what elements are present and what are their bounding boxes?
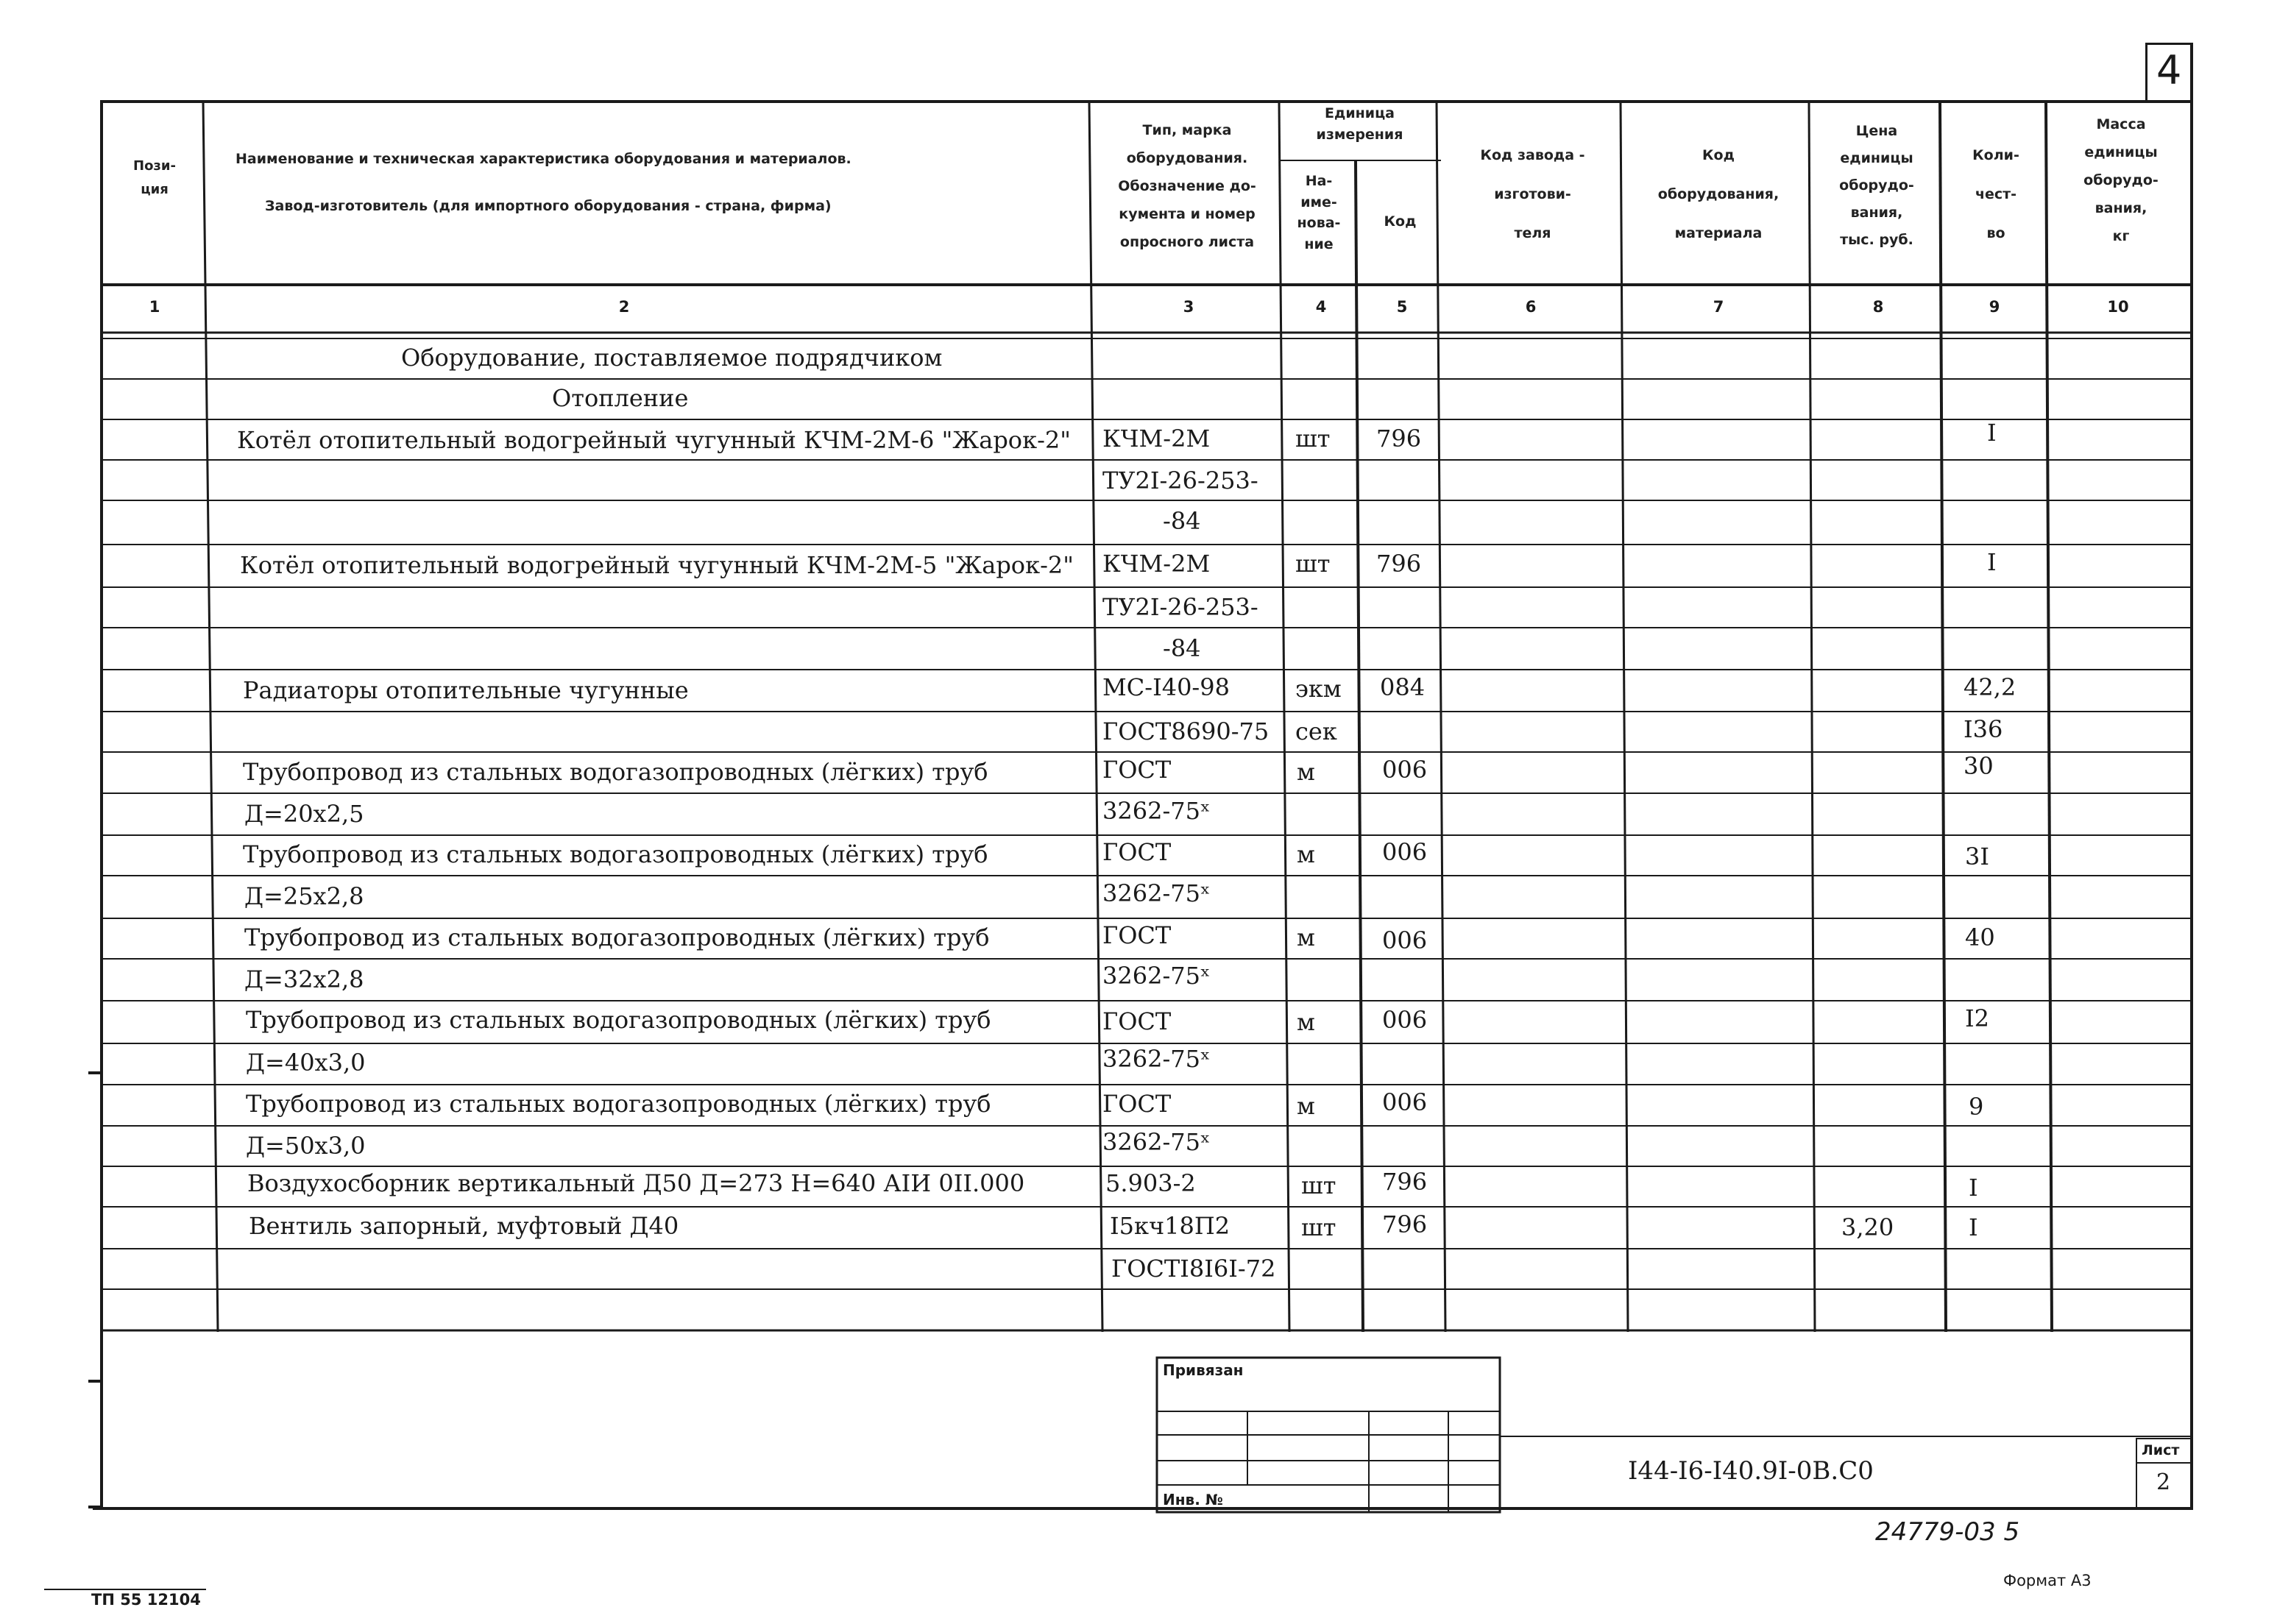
row-unit: м — [1297, 923, 1315, 951]
row-unit: м — [1297, 840, 1315, 868]
row-quantity: 40 — [1965, 923, 1995, 951]
row-unit-code: 084 — [1380, 673, 1426, 701]
header-unit-code: Код — [1384, 213, 1417, 230]
row-name: Д=20х2,5 — [244, 800, 364, 828]
row-type: ГОСТ — [1102, 756, 1172, 784]
row-name: Трубопровод из стальных водогазопроводных (лёгких) труб — [246, 1006, 991, 1034]
row-type: ГОСТ — [1102, 838, 1172, 866]
column-number-3: 3 — [1183, 298, 1194, 316]
row-unit-code: 006 — [1382, 1088, 1428, 1116]
header-name-line2: Завод-изготовитель (для импортного оборудования - страна, фирма) — [265, 198, 832, 214]
row-name: Трубопровод из стальных водогазопроводных (лёгких) труб — [243, 840, 988, 868]
row-name: Радиаторы отопительные чугунные — [243, 676, 689, 704]
column-number-8: 8 — [1872, 298, 1884, 316]
row-type: 3262-75ˣ — [1102, 879, 1211, 907]
row-type: -84 — [1163, 507, 1201, 535]
format-label: Формат А3 — [2003, 1572, 2092, 1589]
header-type: Тип, марка оборудования. Обозначение до- кумента и номер опросного листа — [1118, 122, 1256, 250]
row-quantity: I36 — [1964, 715, 2003, 743]
column-number-1: 1 — [149, 298, 160, 316]
row-type: МС-I40-98 — [1102, 673, 1230, 701]
row-type: ГОСТ — [1102, 1090, 1172, 1118]
column-number-6: 6 — [1525, 298, 1537, 316]
row-name: Д=40х3,0 — [246, 1049, 366, 1077]
row-name: Трубопровод из стальных водогазопроводных (лёгких) труб — [246, 1090, 991, 1118]
row-name: Д=25х2,8 — [244, 882, 364, 910]
header-equipment-code: Код оборудования, материала — [1657, 147, 1780, 242]
header-unit-price: Цена единицы оборудо- вания, тыс. руб. — [1839, 123, 1914, 249]
header-quantity: Коли- чест- во — [1972, 147, 2019, 242]
title-block-inventory-number: Инв. № — [1163, 1491, 1223, 1508]
row-quantity: I — [1987, 548, 1997, 576]
column-number-9: 9 — [1989, 298, 2000, 316]
archive-stamp-number: 24779-03 5 — [1875, 1517, 2020, 1547]
header-unit-group: Единица измерения — [1316, 105, 1403, 143]
row-name: Вентиль запорный, муфтовый Д40 — [249, 1212, 679, 1240]
row-quantity: I — [1987, 419, 1997, 447]
row-name: Котёл отопительный водогрейный чугунный КЧМ-2М-6 "Жарок-2" — [237, 426, 1071, 454]
row-name: Воздухосборник вертикальный Д50 Д=273 Н=640 АIИ 0II.000 — [247, 1169, 1025, 1197]
row-unit: м — [1297, 1092, 1315, 1120]
row-type: ГОСТ — [1102, 921, 1172, 949]
row-unit-code: 796 — [1382, 1168, 1428, 1196]
row-unit-code: 796 — [1382, 1210, 1428, 1238]
row-quantity: I — [1969, 1213, 1978, 1241]
row-unit: шт — [1295, 425, 1331, 453]
section-heading-equipment: Оборудование, поставляемое подрядчиком — [401, 344, 943, 372]
row-unit: шт — [1301, 1213, 1336, 1241]
row-quantity: I — [1969, 1174, 1978, 1202]
row-unit-code: 006 — [1382, 838, 1428, 866]
header-factory-code: Код завода - изготови- теля — [1480, 147, 1585, 242]
document-code: I44-I6-I40.9I-0В.С0 — [1628, 1456, 1874, 1486]
row-name: Трубопровод из стальных водогазопроводных (лёгких) труб — [243, 758, 988, 786]
header-position: Пози- ция — [133, 158, 176, 197]
row-type: КЧМ-2М — [1102, 550, 1211, 578]
corner-sheet-number: 4 — [2156, 47, 2182, 93]
row-type: ТУ2I-26-253- — [1102, 593, 1258, 621]
row-price: 3,20 — [1841, 1213, 1894, 1241]
row-unit-code: 796 — [1376, 425, 1422, 453]
row-unit-code: 006 — [1382, 756, 1428, 784]
row-type: 3262-75ˣ — [1102, 1045, 1211, 1073]
column-number-10: 10 — [2107, 298, 2129, 316]
row-name: Трубопровод из стальных водогазопроводных (лёгких) труб — [244, 923, 990, 951]
row-type: 3262-75ˣ — [1102, 1128, 1211, 1156]
column-number-2: 2 — [618, 298, 630, 316]
row-name: Котёл отопительный водогрейный чугунный КЧМ-2М-5 "Жарок-2" — [240, 551, 1074, 579]
row-unit-code: 006 — [1382, 926, 1428, 954]
row-quantity: 3I — [1965, 843, 1989, 870]
row-name: Д=50х3,0 — [246, 1132, 366, 1160]
row-unit: шт — [1301, 1171, 1336, 1199]
row-type: ГОСТ8690-75 — [1102, 717, 1270, 745]
sheet-label: Лист — [2142, 1442, 2180, 1458]
row-type: I5кч18П2 — [1110, 1212, 1231, 1240]
header-unit-mass: Масса единицы оборудо- вания, кг — [2083, 116, 2159, 244]
row-quantity: 9 — [1969, 1093, 1984, 1121]
row-unit: м — [1297, 758, 1315, 786]
header-name-line1: Наименование и техническая характеристика оборудования и материалов. — [236, 151, 851, 167]
bottom-left-project-code: ТП 55 12104 — [91, 1591, 201, 1609]
column-number-4: 4 — [1315, 298, 1327, 316]
row-quantity: 42,2 — [1964, 673, 2016, 701]
row-unit-code: 006 — [1382, 1006, 1428, 1034]
row-type: 3262-75ˣ — [1102, 962, 1211, 990]
title-block-privyazan: Привязан — [1163, 1361, 1244, 1379]
row-type: 5.903-2 — [1105, 1169, 1196, 1197]
row-unit-code: 796 — [1376, 550, 1422, 578]
section-heading-heating: Отопление — [552, 384, 689, 412]
row-type: ТУ2I-26-253- — [1102, 467, 1258, 494]
row-type: 3262-75ˣ — [1102, 797, 1211, 825]
row-name: Д=32х2,8 — [244, 965, 364, 993]
row-type: ГОСТI8I6I-72 — [1111, 1255, 1276, 1283]
row-quantity: I2 — [1965, 1004, 1989, 1032]
header-unit-name: На- име- нова- ние — [1297, 173, 1341, 252]
column-number-5: 5 — [1396, 298, 1408, 316]
row-unit: м — [1297, 1008, 1315, 1036]
row-unit: сек — [1295, 717, 1337, 745]
row-unit: шт — [1295, 550, 1331, 578]
row-type: КЧМ-2М — [1102, 425, 1211, 453]
sheet-number: 2 — [2156, 1469, 2171, 1495]
column-number-7: 7 — [1713, 298, 1724, 316]
row-type: -84 — [1163, 634, 1201, 662]
row-quantity: 30 — [1964, 752, 1994, 780]
row-type: ГОСТ — [1102, 1007, 1172, 1035]
row-unit: экм — [1295, 675, 1342, 703]
